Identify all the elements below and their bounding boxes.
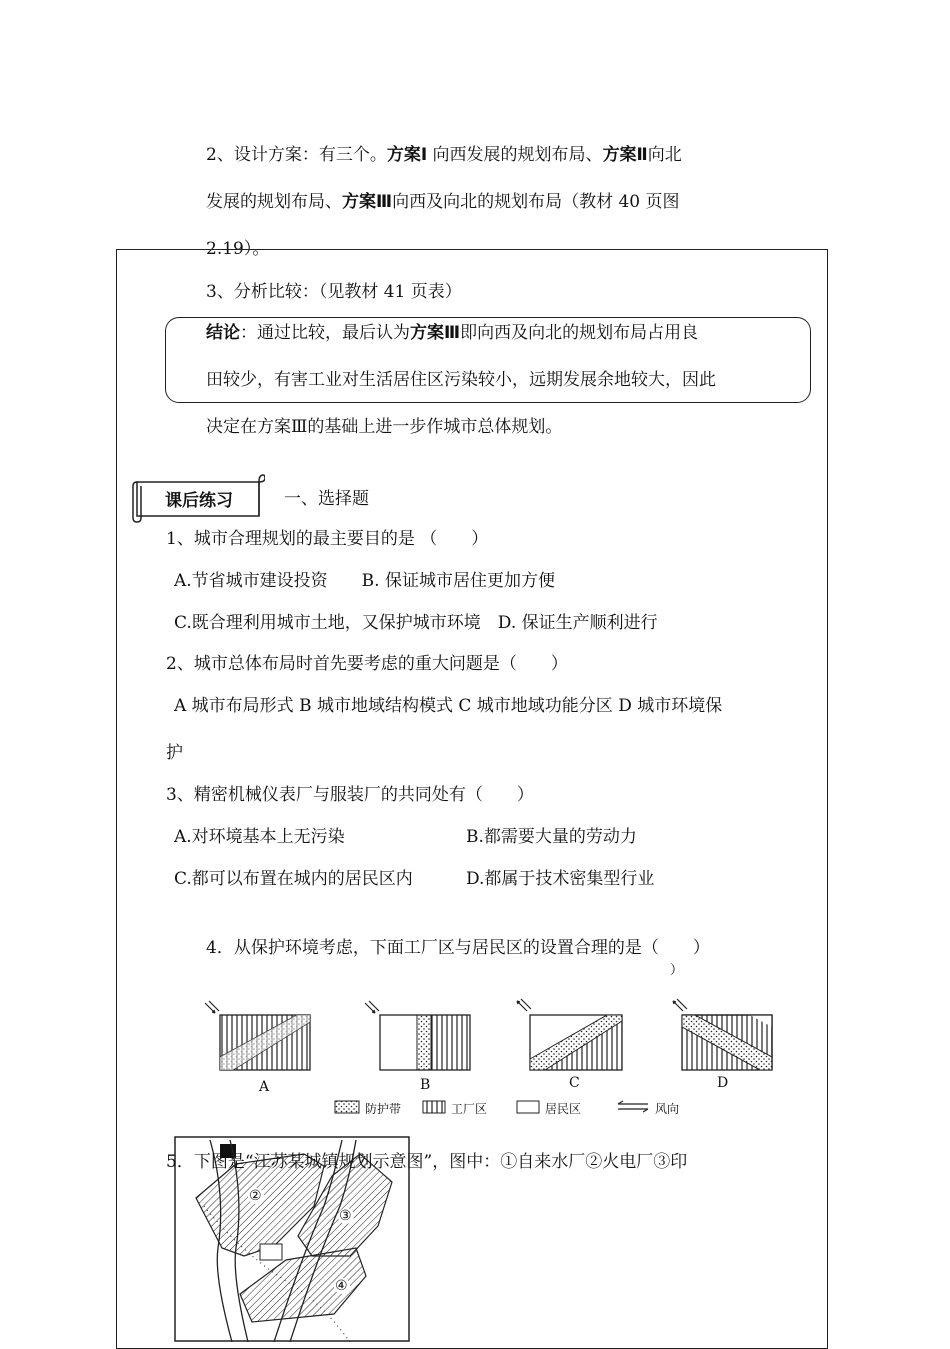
q3-option-d: D.都属于技术密集型行业 <box>466 869 655 889</box>
q4-stem: 4．从保护环境考虑，下面工厂区与居民区的设置合理的是（ ） <box>206 938 710 958</box>
map-label-4: ④ <box>335 1278 348 1294</box>
legend-wind: 风向 <box>655 1102 680 1116</box>
design-line-2 <box>206 191 680 213</box>
conclusion-line-1 <box>206 322 698 344</box>
q3-stem: 3、精密机械仪表厂与服装厂的共同处有（ ） <box>166 785 534 805</box>
plan3-label: 方案Ⅲ <box>342 192 393 212</box>
plan2-text: 向北 <box>647 145 682 165</box>
conclusion-text-b: 即向西及向北的规划布局占用良 <box>460 323 699 343</box>
plan2-label: 方案Ⅱ <box>602 145 648 165</box>
q2-options-1: A 城市布局形式 B 城市地域结构模式 C 城市地域功能分区 D 城市环境保 <box>174 696 723 716</box>
exercise-badge-label: 课后练习 <box>165 491 233 511</box>
diagram-c <box>530 1015 622 1070</box>
map-label-3: ③ <box>339 1208 352 1224</box>
q2-stem: 2、城市总体布局时首先要考虑的重大问题是（ ） <box>166 654 568 674</box>
conclusion-line-2: 田较少，有害工业对生活居住区污染较小，远期发展余地较大，因此 <box>206 370 716 390</box>
conclusion-label: 结论 <box>206 323 240 343</box>
layout-diagram-svg <box>195 995 795 1120</box>
exercise-badge <box>131 472 265 524</box>
conclusion-text-a: ：通过比较，最后认为 <box>240 323 410 343</box>
diagram-b <box>380 1015 470 1070</box>
diagram-d <box>682 1015 772 1070</box>
design-line-1 <box>206 144 682 166</box>
q1-options-2: C.既合理利用城市土地，又保护城市环境 D. 保证生产顺利进行 <box>174 613 658 633</box>
factory-layout-diagram <box>195 995 795 1120</box>
q5-stem: 5．下图是“江苏某城镇规划示意图”，图中：①自来水厂②火电厂③印 <box>166 1152 688 1172</box>
conclusion-plan: 方案Ⅲ <box>410 323 461 343</box>
q4-stray-mark: ） <box>670 963 684 978</box>
q2-options-2: 护 <box>166 743 183 763</box>
conclusion-line-3: 决定在方案Ⅲ的基础上进一步作城市总体规划。 <box>206 417 563 437</box>
legend-buffer: 防护带 <box>365 1102 402 1116</box>
q3-option-b: B.都需要大量的劳动力 <box>466 827 637 847</box>
design-prefix: 2、设计方案：有三个。 <box>206 145 387 165</box>
q1-options-1: A.节省城市建设投资 B. 保证城市居住更加方便 <box>174 571 555 591</box>
plan1-label: 方案Ⅰ <box>386 145 428 165</box>
design-line-3: 2.19）。 <box>206 239 270 259</box>
compare-line: 3、分析比较：（见教材 41 页表） <box>206 282 462 302</box>
design-line2-a: 发展的规划布局、 <box>206 192 342 212</box>
diagram-label-d: D <box>717 1075 729 1091</box>
design-line2-b: 向西及向北的规划布局（教材 40 页图 <box>392 192 680 212</box>
diagram-label-b: B <box>420 1077 431 1093</box>
q1-stem: 1、城市合理规划的最主要目的是 （ ） <box>166 529 489 549</box>
diagram-label-c: C <box>569 1075 580 1091</box>
q3-option-a: A.对环境基本上无污染 <box>174 827 345 847</box>
exercise-heading: 一、选择题 <box>284 489 369 509</box>
plan1-text: 向西发展的规划布局、 <box>427 145 603 165</box>
map-label-2: ② <box>249 1188 262 1204</box>
diagram-label-a: A <box>259 1079 270 1095</box>
legend-residential: 居民区 <box>545 1102 582 1116</box>
q3-option-c: C.都可以布置在城内的居民区内 <box>174 869 413 889</box>
diagram-a <box>220 1015 310 1070</box>
legend-factory: 工厂区 <box>451 1102 488 1116</box>
